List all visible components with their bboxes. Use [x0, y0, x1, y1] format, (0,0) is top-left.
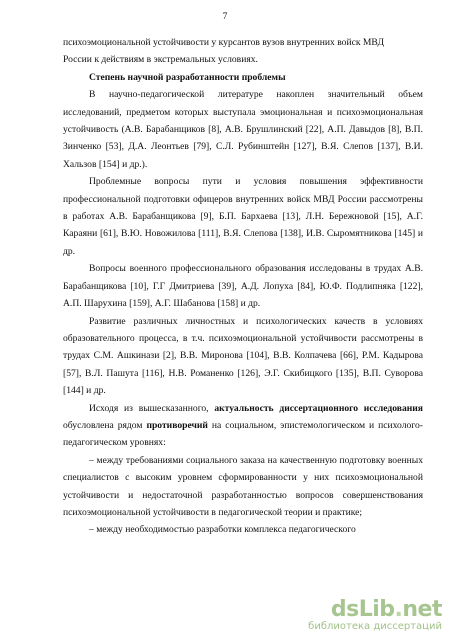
watermark-subtitle: библиотека диссертаций [308, 621, 442, 632]
watermark [308, 599, 442, 633]
watermark-logo: dsLib.net [330, 597, 442, 622]
bold-term: противоречий [146, 419, 208, 431]
list-item: – между требованиями социального заказа на качественную подготовку военных специалистов с высоким уровнем сформированности у них психоэмоциональной устойчивости и недостаточной разработанностью вопросов совершенствования психоэмоциональной устойчивости в педагогической теории и практике; [63, 454, 423, 518]
text-line: России к действиям в экстремальных условиях. [63, 54, 258, 66]
paragraph [63, 400, 423, 452]
page-number: 7 [222, 12, 228, 22]
list-item: – между необходимостью разработки комплекса педагогического [89, 524, 356, 536]
text-run: обусловлена рядом [63, 419, 147, 431]
paragraph: Вопросы военного профессионального образования исследованы в трудах А.В. Барабанщикова [10], Г.Г Дмитриева [39], А.Д. Лопуха [84], Ю.Ф. Подлипняка [122], А.П. Шарухина [159], А.Г. Шабанова [158] и др. [63, 263, 423, 310]
text-run: Исходя из вышесказанного, [89, 402, 215, 414]
text-run: на социальном, эпистемологическом и психолого-педагогическом уровнях: [63, 419, 423, 449]
document-body [63, 34, 423, 539]
paragraph: Развитие различных личностных и психологических качеств в условиях образовательного процесса, в т.ч. психоэмоциональной устойчивости рассмотрены в трудах С.М. Ашкинази [2], В.В. Миронова [104], В.В. Колпачева [66], Р.М. Кадырова [57], В.Л. Пашута [116], Н.В. Романенко [126], Э.Г. Скибицкого [135], В.П. Суворова [144] и др. [63, 315, 423, 397]
paragraph: В научно-педагогической литературе накоплен значительный объем исследований, предметом которых выступала эмоциональная и психоэмоциональная устойчивость (А.В. Барабанщиков [8], А.В. Брушлинский [22], А.П. Давыдов [8], В.П. Зинченко [53], Д.А. Леонтьев [79], С.Л. Рубинштейн [127], В.Я. Слепов [137], В.И. Хальзов [154] и др.). [63, 89, 423, 170]
paragraph: Проблемные вопросы пути и условия повышения эффективности профессиональной подготовки офицеров внутренних войск МВД России рассмотрены в работах А.В. Барабанщикова [9], Б.П. Бархаева [13], Л.Н. Бережновой [15], А.Г. Караяни [61], В.Ю. Новожилова [111], В.Я. Слепова [138], И.В. Сыромятникова [145] и др. [63, 176, 423, 257]
section-heading: Степень научной разработанности проблемы [89, 71, 286, 83]
bold-term: актуальность диссертационного исследования [214, 402, 423, 414]
text-line: психоэмоциональной устойчивости у курсантов вузов внутренних войск МВД [63, 37, 385, 48]
